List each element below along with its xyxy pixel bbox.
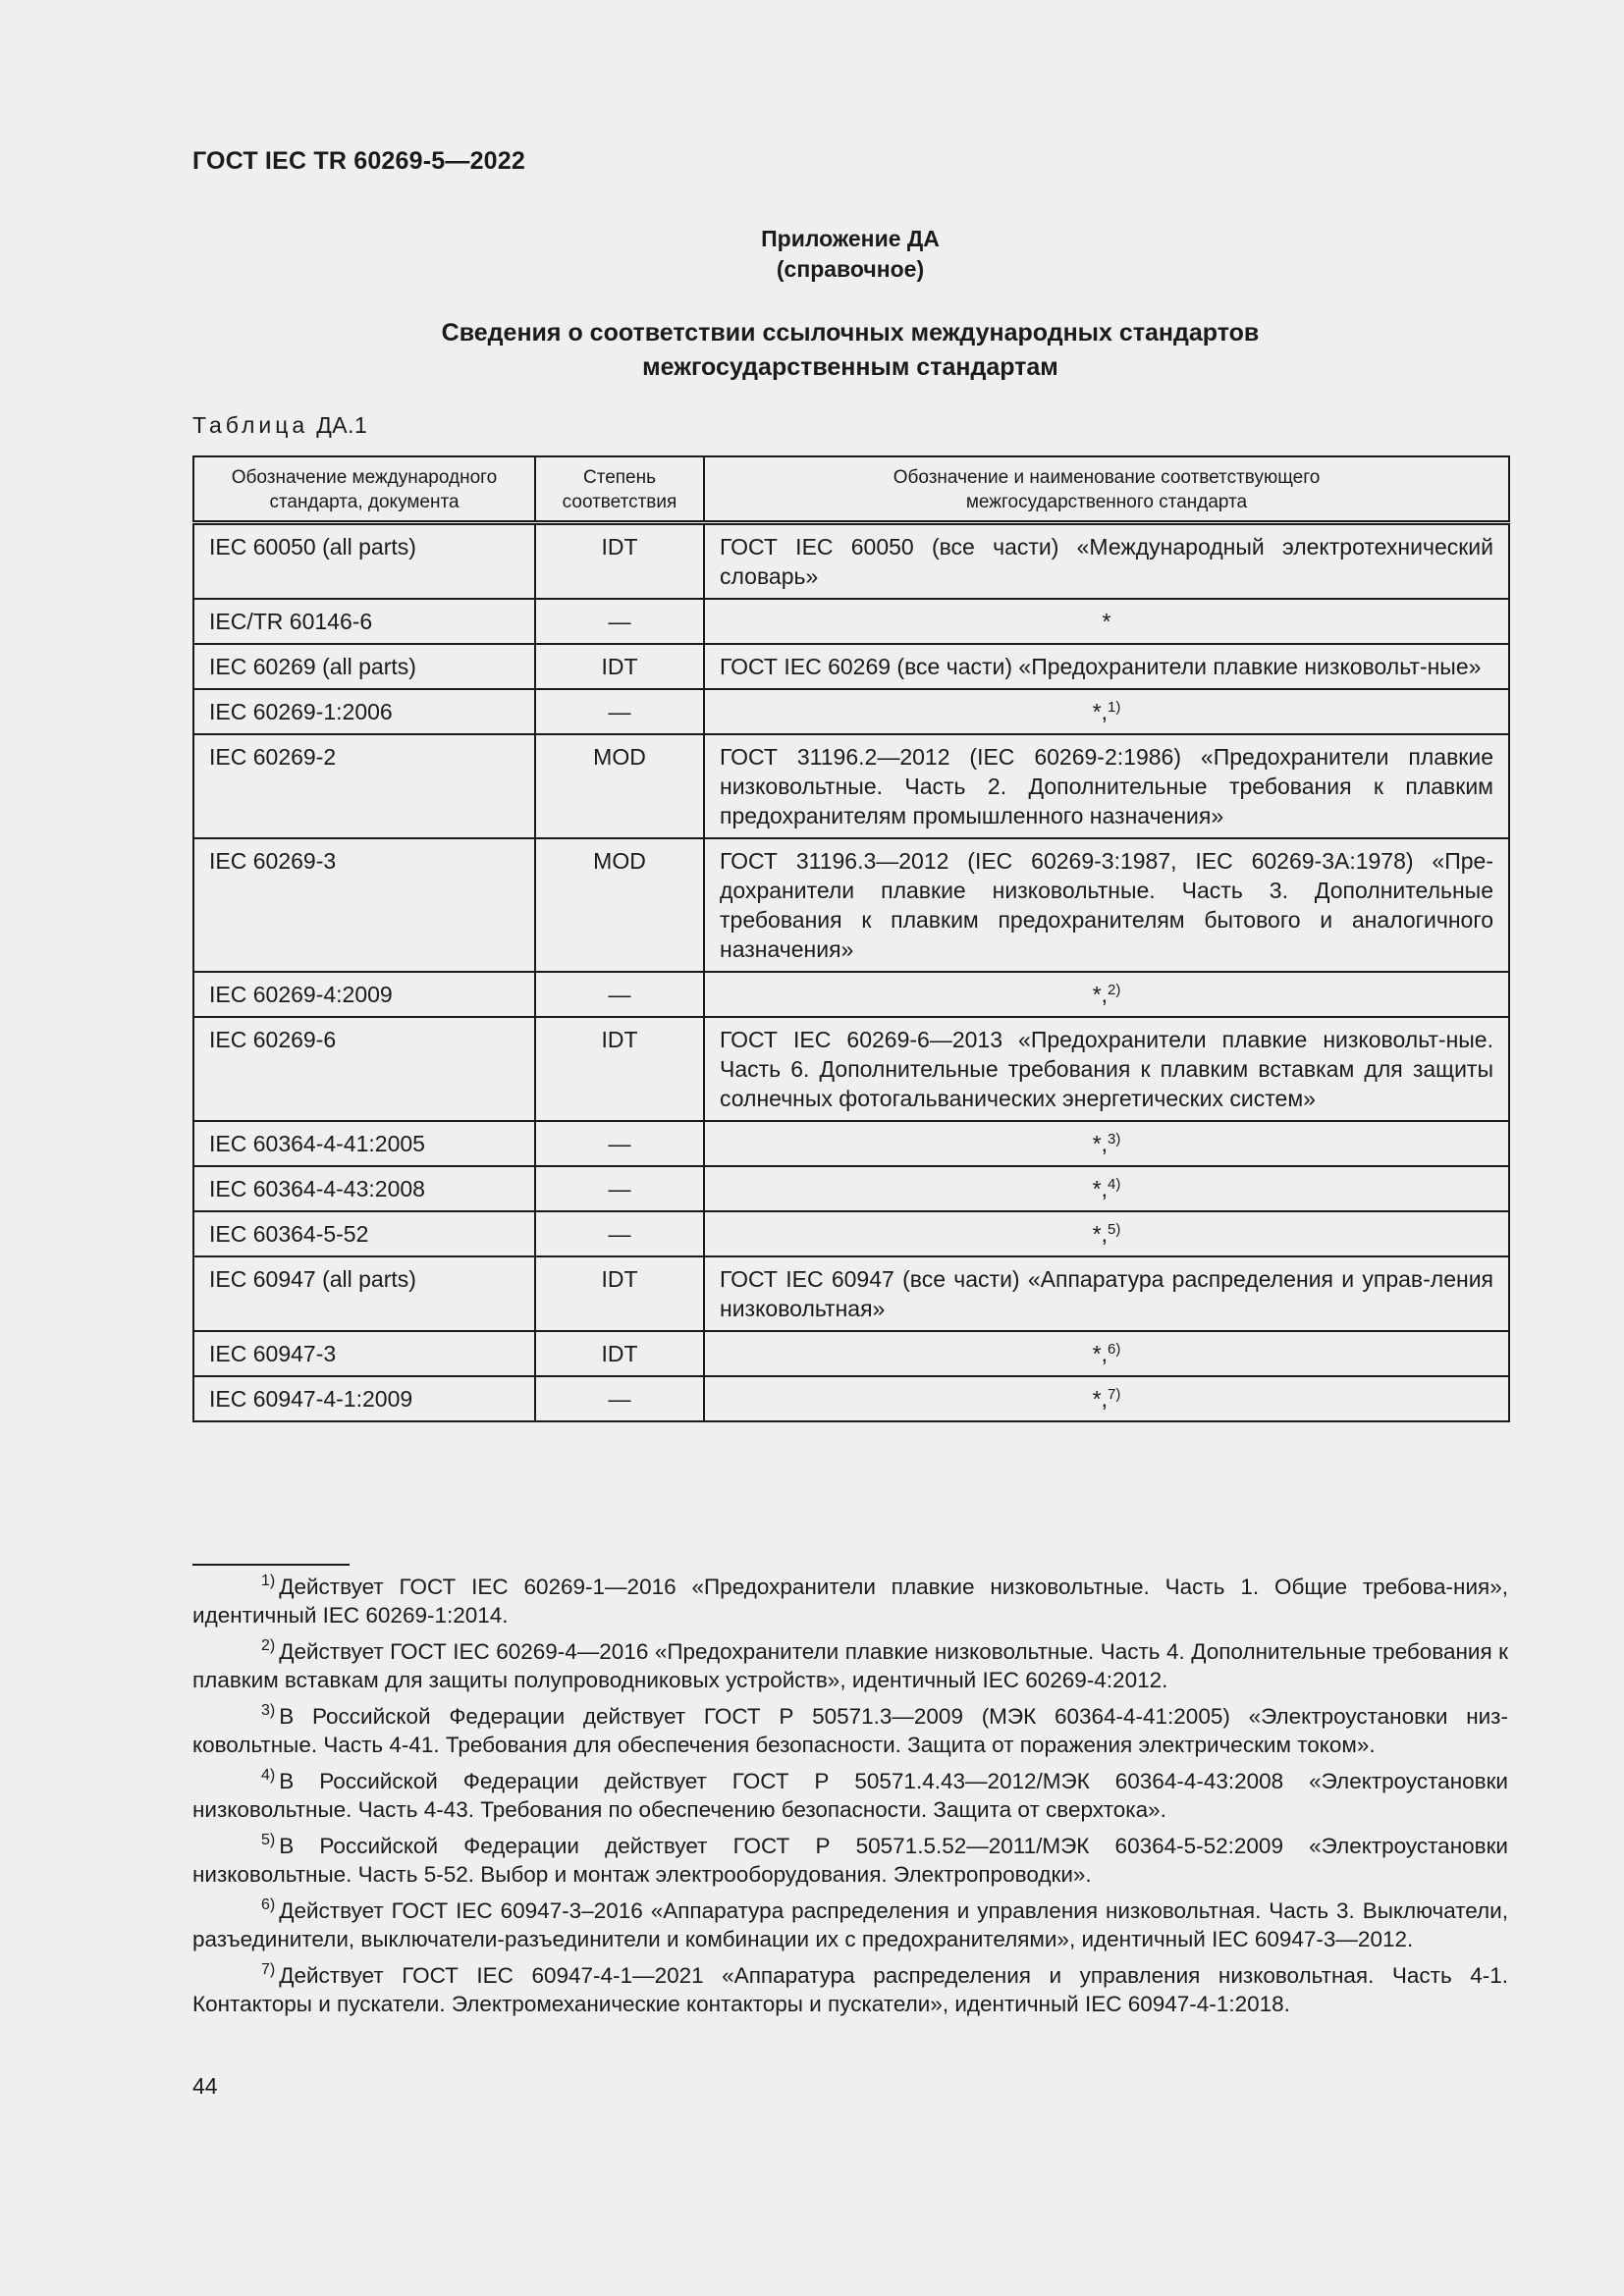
cell-degree: IDT [535,1017,704,1121]
footnote-text: В Российской Федерации действует ГОСТ Р 50571.4.43—2012/МЭК 60364-4-43:2008 «Электроустановки низковольтные. Часть 4-43. Требования по обеспечению безопасности. Защита от сверхтока». [192,1769,1508,1822]
table-row [193,1017,1509,1121]
annex-title-line-2: межгосударственным стандартам [642,353,1058,381]
footnote-text: Действует ГОСТ IEC 60947-3–2016 «Аппаратура распределения и управления низковольтная. Часть 3. Выключатели, разъединители, выключатели-разъединители и комбинации их с предохранителями», идентичный IEC 60947-3—2012. [192,1898,1508,1951]
footnote-ref: 5) [1108,1221,1121,1238]
header-col3-line1: Обозначение и наименование соответствующего [893,467,1321,488]
cell-degree: — [535,1376,704,1421]
asterisk-mark: *, [1092,1341,1108,1366]
annex-title-line-1: Сведения о соответствии ссылочных международных стандартов [441,319,1260,347]
asterisk-mark: *, [1092,1131,1108,1156]
cell-text [704,1331,1509,1376]
cell-degree: — [535,972,704,1017]
cell-standard: IEC 60269-6 [193,1017,535,1121]
footnote-mark: 6) [261,1896,276,1913]
footnote-text: Действует ГОСТ IEC 60269-4—2016 «Предохранители плавкие низковольтные. Часть 4. Дополнительные требования к плавким вставкам для защиты полупроводниковых устройств», идентичный IEC 60269-4:2012. [192,1639,1508,1692]
cell-degree: — [535,599,704,644]
cell-text [704,1376,1509,1421]
footnote-item [192,1702,1508,1759]
cell-degree: — [535,1121,704,1166]
table-row [193,1211,1509,1256]
table-row [193,838,1509,972]
annex-label: Приложение ДА [761,226,940,251]
table-row [193,599,1509,644]
cell-standard: IEC 60364-4-41:2005 [193,1121,535,1166]
cell-text [704,1166,1509,1211]
cell-text: ГОСТ IEC 60947 (все части) «Аппаратура распределения и управ-ления низковольтная» [704,1256,1509,1331]
table-row [193,1376,1509,1421]
cell-degree: MOD [535,838,704,972]
cell-degree: IDT [535,523,704,600]
footnote-text: Действует ГОСТ IEC 60269-1—2016 «Предохранители плавкие низковольтные. Часть 1. Общие требова-ния», идентичный IEC 60269-1:2014. [192,1575,1508,1628]
cell-standard: IEC 60947-3 [193,1331,535,1376]
table-header-row [193,456,1509,523]
cell-standard: IEC 60269-2 [193,734,535,838]
header-interstate-standard [704,456,1509,523]
cell-text: * [704,599,1509,644]
cell-standard: IEC 60947-4-1:2009 [193,1376,535,1421]
annex-label-block [192,224,1508,285]
table-row [193,1166,1509,1211]
table-row [193,1331,1509,1376]
asterisk-mark: *, [1092,1386,1108,1412]
footnote-item [192,1767,1508,1824]
header-col1-line1: Обозначение международного [231,467,498,488]
header-col1-line2: стандарта, документа [269,492,460,512]
table-row [193,1121,1509,1166]
header-col3-line2: межгосударственного стандарта [965,492,1248,512]
footnote-ref: 7) [1108,1386,1121,1403]
footnote-ref: 1) [1108,699,1121,716]
cell-standard: IEC 60364-5-52 [193,1211,535,1256]
cell-standard: IEC 60269-3 [193,838,535,972]
cell-text: ГОСТ IEC 60269-6—2013 «Предохранители плавкие низковольт-ные. Часть 6. Дополнительные требования к плавким вставкам для защиты солнечных фотогальванических энергетических систем» [704,1017,1509,1121]
cell-text: ГОСТ IEC 60269 (все части) «Предохранители плавкие низковольт-ные» [704,644,1509,689]
cell-degree: — [535,1166,704,1211]
asterisk-mark: *, [1092,1221,1108,1247]
footnote-item [192,1961,1508,2018]
footnote-mark: 3) [261,1702,276,1719]
cell-degree: — [535,689,704,734]
footnote-text: В Российской Федерации действует ГОСТ Р 50571.3—2009 (МЭК 60364-4-41:2005) «Электроустановки низ-ковольтные. Часть 4-41. Требования для обеспечения безопасности. Защита от поражения электрическим током». [192,1704,1508,1757]
footnote-item [192,1832,1508,1889]
cell-text: ГОСТ 31196.3—2012 (IEC 60269-3:1987, IEC 60269-3A:1978) «Пре-дохранители плавкие низковольтные. Часть 3. Дополнительные требования к плавким предохранителям бытового и аналогичного назначения» [704,838,1509,972]
footnote-mark: 7) [261,1961,276,1978]
annex-title [192,316,1508,385]
footnote-ref: 3) [1108,1131,1121,1148]
footnote-mark: 5) [261,1832,276,1848]
cell-text: ГОСТ IEC 60050 (все части) «Международный электротехнический словарь» [704,523,1509,600]
cell-standard: IEC 60364-4-43:2008 [193,1166,535,1211]
asterisk-mark: *, [1092,699,1108,724]
table-row [193,1256,1509,1331]
cell-standard: IEC 60947 (all parts) [193,1256,535,1331]
cell-text [704,1211,1509,1256]
cell-degree: MOD [535,734,704,838]
asterisk-mark: *, [1092,1176,1108,1201]
footnote-item [192,1573,1508,1629]
table-caption-number: ДА.1 [316,412,368,438]
header-col2-line2: соответствия [562,492,677,512]
header-international-standard [193,456,535,523]
footnotes [192,1573,1508,2026]
cell-standard: IEC/TR 60146-6 [193,599,535,644]
cell-text [704,689,1509,734]
cell-text [704,972,1509,1017]
footnote-text: В Российской Федерации действует ГОСТ Р 50571.5.52—2011/МЭК 60364-5-52:2009 «Электроустановки низковольтные. Часть 5-52. Выбор и монтаж электрооборудования. Электропроводки». [192,1834,1508,1887]
cell-degree: IDT [535,1331,704,1376]
footnote-item [192,1896,1508,1953]
page-number: 44 [192,2073,218,2099]
cell-text [704,1121,1509,1166]
footnote-item [192,1637,1508,1694]
table-row [193,734,1509,838]
table-caption-prefix: Таблица [192,412,309,438]
footnote-mark: 1) [261,1573,276,1589]
footnote-ref: 2) [1108,982,1121,998]
cell-standard: IEC 60269 (all parts) [193,644,535,689]
footnote-mark: 2) [261,1637,276,1654]
header-degree [535,456,704,523]
footnote-ref: 4) [1108,1176,1121,1193]
footnote-text: Действует ГОСТ IEC 60947-4-1—2021 «Аппаратура распределения и управления низковольтная. Часть 4-1. Контакторы и пускатели. Электромеханические контакторы и пускатели», идентичный IEC 60947-4-1:2018. [192,1963,1508,2016]
table-row [193,972,1509,1017]
footnote-mark: 4) [261,1767,276,1784]
table-row [193,523,1509,600]
cell-degree: IDT [535,644,704,689]
cell-standard: IEC 60269-1:2006 [193,689,535,734]
footnote-divider [192,1564,350,1566]
cell-degree: — [535,1211,704,1256]
table-row [193,689,1509,734]
header-col2-line1: Степень [582,467,657,488]
document-code-header: ГОСТ IEC TR 60269-5—2022 [192,147,525,175]
asterisk-mark: *, [1092,982,1108,1007]
cell-standard: IEC 60050 (all parts) [193,523,535,600]
annex-status: (справочное) [776,256,925,282]
cell-standard: IEC 60269-4:2009 [193,972,535,1017]
cell-text: ГОСТ 31196.2—2012 (IEC 60269-2:1986) «Предохранители плавкие низковольтные. Часть 2. Дополнительные требования к плавким предохранителям промышленного назначения» [704,734,1509,838]
footnote-ref: 6) [1108,1341,1121,1358]
standards-correspondence-table [192,455,1510,1422]
cell-degree: IDT [535,1256,704,1331]
table-caption [192,412,367,439]
table-row [193,644,1509,689]
